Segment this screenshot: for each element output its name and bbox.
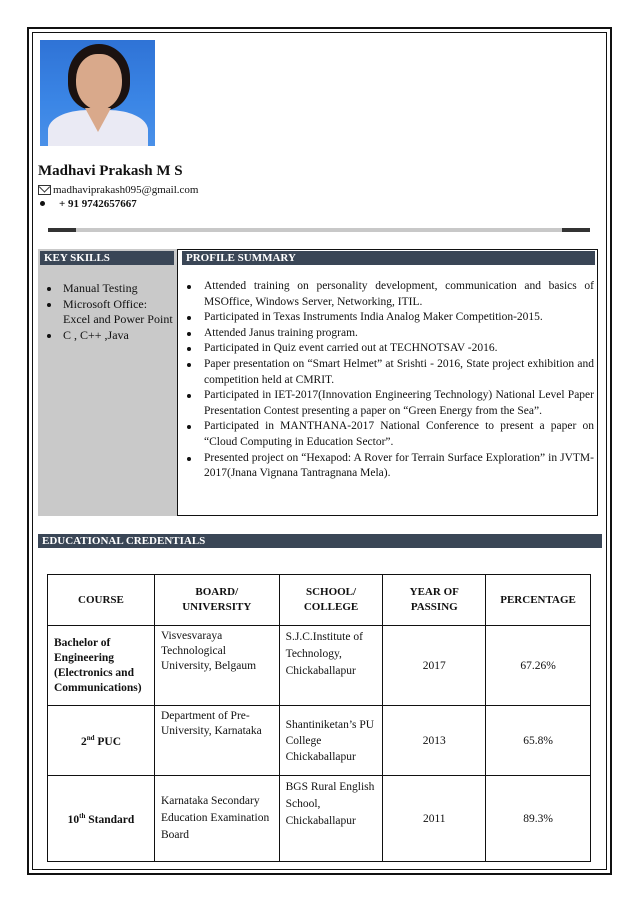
phone-text: + 91 9742657667	[59, 198, 137, 210]
key-skills-heading: KEY SKILLS	[40, 251, 174, 265]
table-row	[48, 626, 591, 706]
email-row	[38, 184, 198, 196]
table-header-row	[48, 575, 591, 626]
profile-item: Attended Janus training program.	[184, 326, 594, 342]
course-cell: Bachelor of Engineering (Electronics and Communications)	[48, 626, 155, 706]
school-cell: Shantiniketan’s PU College Chickaballapur	[279, 706, 383, 776]
key-skill-item: C , C++ ,Java	[46, 328, 173, 344]
candidate-name: Madhavi Prakash M S	[38, 163, 183, 179]
key-skills-list	[46, 281, 173, 343]
course-cell: 2nd PUC	[48, 706, 155, 776]
column-header: COURSE	[48, 575, 155, 626]
board-cell: Department of Pre-University, Karnataka	[154, 706, 279, 776]
year-cell: 2013	[383, 706, 486, 776]
profile-item: Participated in Quiz event carried out at TECHNOTSAV -2016.	[184, 341, 594, 357]
separator-bar	[48, 228, 590, 232]
board-cell: Visvesvaraya Technological University, Belgaum	[154, 626, 279, 706]
school-cell: BGS Rural English School, Chickaballapur	[279, 776, 383, 862]
envelope-icon	[38, 185, 51, 195]
profile-item: Participated in Texas Instruments India Analog Maker Competition-2015.	[184, 310, 594, 326]
education-heading: EDUCATIONAL CREDENTIALS	[38, 534, 602, 548]
table-row	[48, 776, 591, 862]
table-row	[48, 706, 591, 776]
phone-row	[38, 198, 137, 210]
key-skill-item: Manual Testing	[46, 281, 173, 297]
percentage-cell: 89.3%	[486, 776, 591, 862]
profile-summary-list	[184, 279, 594, 482]
key-skills-list-wrap	[38, 249, 178, 516]
school-cell: S.J.C.Institute of Technology, Chickaballapur	[279, 626, 383, 706]
column-header: PERCENTAGE	[486, 575, 591, 626]
percentage-cell: 67.26%	[486, 626, 591, 706]
profile-item: Participated in IET-2017(Innovation Engineering Technology) National Level Paper Presentation Contest presenting a paper on “Green Energy from the Sea”.	[184, 388, 594, 419]
profile-item: Presented project on “Hexapod: A Rover for Terrain Surface Exploration” in JVTM-2017(Jnana Vignana Tantragnana Mela).	[184, 451, 594, 482]
year-cell: 2017	[383, 626, 486, 706]
profile-item: Attended training on personality development, communication and basics of MSOffice, Windows Server, Networking, ITIL.	[184, 279, 594, 310]
course-cell: 10th Standard	[48, 776, 155, 862]
email-text: madhaviprakash095@gmail.com	[53, 184, 199, 196]
profile-item: Participated in MANTHANA-2017 National Conference to present a paper on “Cloud Computing in Education Sector”.	[184, 419, 594, 450]
column-header: SCHOOL/ COLLEGE	[279, 575, 383, 626]
profile-photo	[40, 40, 155, 146]
percentage-cell: 65.8%	[486, 706, 591, 776]
year-cell: 2011	[383, 776, 486, 862]
profile-item: Paper presentation on “Smart Helmet” at Srishti - 2016, State project exhibition and competition held at CMRIT.	[184, 357, 594, 388]
education-table	[47, 574, 591, 862]
column-header: YEAR OF PASSING	[383, 575, 486, 626]
board-cell: Karnataka Secondary Education Examination Board	[154, 776, 279, 862]
column-header: BOARD/ UNIVERSITY	[154, 575, 279, 626]
bullet-icon	[40, 201, 45, 206]
profile-summary-heading: PROFILE SUMMARY	[182, 251, 595, 265]
key-skill-item: Microsoft Office: Excel and Power Point	[46, 297, 173, 328]
